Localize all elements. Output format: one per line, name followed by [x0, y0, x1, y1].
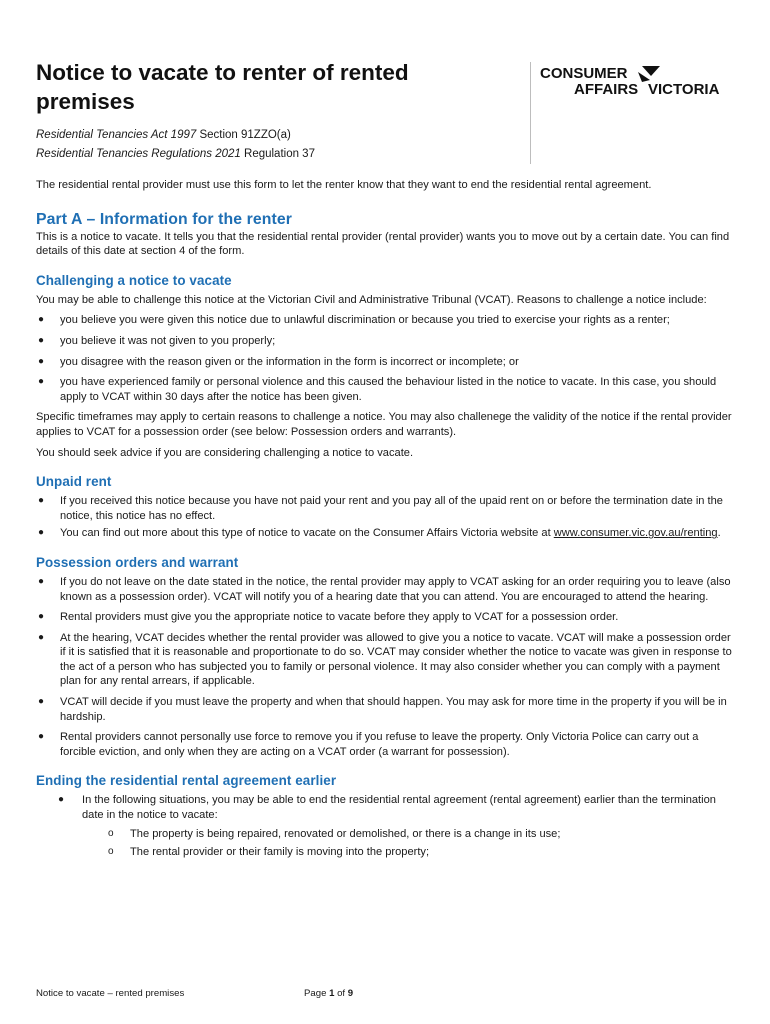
- challenging-intro: You may be able to challenge this notice at the Victorian Civil and Administrative Tribunal (VCAT). Reasons to challenge a notice include:: [36, 293, 707, 306]
- challenging-para-2: You should seek advice if you are considering challenging a notice to vacate.: [36, 446, 414, 459]
- list-item: ● you have experienced family or personal violence and this caused the behaviour listed in the notice to vacate. In this case, you should apply to VCAT within 30 days after the notice has been given.: [38, 376, 717, 403]
- bullet-icon: ●: [38, 376, 45, 388]
- possession-list: [36, 575, 736, 760]
- list-item: ● Rental providers cannot personally use force to remove you if you refuse to leave the property. Only Victoria Police can carry out a forcible eviction, and only when they are acting on a VCAT order (a warrant for possession).: [38, 731, 699, 758]
- bullet-icon: ●: [38, 527, 45, 539]
- list-item: o The property is being repaired, renovated or demolished, or there is a change in its use;: [108, 827, 561, 840]
- part-a-text: This is a notice to vacate. It tells you that the residential rental provider (rental provider) wants you to move out by a certain date. You can find details of this date at section 4 of the form.: [36, 230, 730, 258]
- list-item: ● VCAT will decide if you must leave the property and when that should happen. You may ask for more time in the property if you will be in hardship.: [38, 696, 727, 723]
- ending-sub-list: [36, 827, 736, 860]
- list-item: ● you believe you were given this notice due to unlawful discrimination or because you tried to exercise your rights as a renter;: [38, 314, 670, 327]
- list-item: ● If you received this notice because you have not paid your rent and you pay all of the upaid rent on or before the termination date in the notice, this notice has no effect.: [38, 495, 723, 522]
- act-ref-2: Residential Tenancies Regulations 2021 Regulation 37: [36, 148, 315, 160]
- sub-bullet-icon: o: [108, 846, 114, 858]
- act-ref-1: Residential Tenancies Act 1997 Section 91ZZO(a): [36, 129, 291, 141]
- bullet-icon: ●: [38, 611, 45, 623]
- bullet-icon: ●: [38, 495, 45, 507]
- challenging-heading: Challenging a notice to vacate: [36, 272, 232, 288]
- list-item: ● In the following situations, you may be able to end the residential rental agreement (rental agreement) earlier than the termination date in the notice to vacate:: [58, 794, 716, 822]
- cav-renting-link[interactable]: www.consumer.vic.gov.au/renting: [553, 527, 718, 540]
- possession-heading: Possession orders and warrant: [36, 554, 239, 570]
- list-item: ● You can find out more about this type of notice to vacate on the Consumer Affairs Victoria website at www.consumer.vic.gov.au/renting.: [38, 527, 721, 540]
- bullet-icon: ●: [38, 355, 45, 367]
- legislation-refs: [36, 126, 736, 164]
- logo-line2b: VICTORIA: [648, 81, 720, 98]
- list-item: o The rental provider or their family is moving into the property;: [108, 846, 430, 859]
- bullet-icon: ●: [38, 575, 45, 587]
- bullet-icon: ●: [38, 314, 45, 326]
- bullet-icon: ●: [38, 696, 45, 708]
- unpaid-rent-heading: Unpaid rent: [36, 474, 112, 490]
- logo-line1: CONSUMER: [540, 65, 628, 82]
- challenging-para-1: Specific timeframes may apply to certain reasons to challenge a notice. You may also challenege the validity of the notice if the rental provider applies to VCAT for a possession order (see below: Possession orders and warrants).: [36, 411, 732, 438]
- bullet-icon: ●: [38, 631, 45, 643]
- document-page: [36, 58, 736, 860]
- ending-heading: Ending the residential rental agreement earlier: [36, 773, 337, 789]
- bullet-icon: ●: [38, 334, 45, 346]
- bullet-icon: ●: [58, 794, 65, 806]
- footer-page-number: Page 1 of 9: [304, 988, 354, 999]
- unpaid-rent-list: [36, 494, 736, 541]
- logo-line2a: AFFAIRS: [574, 81, 639, 98]
- list-item: ● you believe it was not given to you properly;: [38, 334, 276, 347]
- page-title: Notice to vacate to renter of rented premises: [36, 60, 409, 114]
- list-item: ● Rental providers must give you the appropriate notice to vacate before they apply to VCAT for a possession order.: [38, 611, 619, 624]
- ending-list: [36, 793, 736, 822]
- list-item: ● you disagree with the reason given or the information in the form is incorrect or incomplete; or: [38, 355, 519, 368]
- intro-text: The residential rental provider must use this form to let the renter know that they want to end the residential rental agreement.: [36, 179, 652, 191]
- list-item: ● At the hearing, VCAT decides whether the rental provider was allowed to give you a notice to vacate. VCAT will make a possession order if it is satisfied that it is reasonable and proportionate to do so. VCAT may consider whether the notice to vacate was given in response to the act of a person who has subjected you to family or personal violence. It may also consider whether you can comply with a payment plan for any rental arrears, if applicable.: [38, 631, 732, 688]
- challenging-list: [36, 313, 736, 404]
- footer-doc-title: Notice to vacate – rented premises: [36, 988, 185, 999]
- part-a-heading: Part A – Information for the renter: [36, 210, 292, 228]
- sub-bullet-icon: o: [108, 827, 114, 839]
- bullet-icon: ●: [38, 731, 45, 743]
- list-item: ● If you do not leave on the date stated in the notice, the rental provider may apply to VCAT asking for an order requiring you to leave (also known as a possession order). VCAT will notify you of a hearing date that you can attend. You are encouraged to attend the hearing.: [38, 575, 731, 603]
